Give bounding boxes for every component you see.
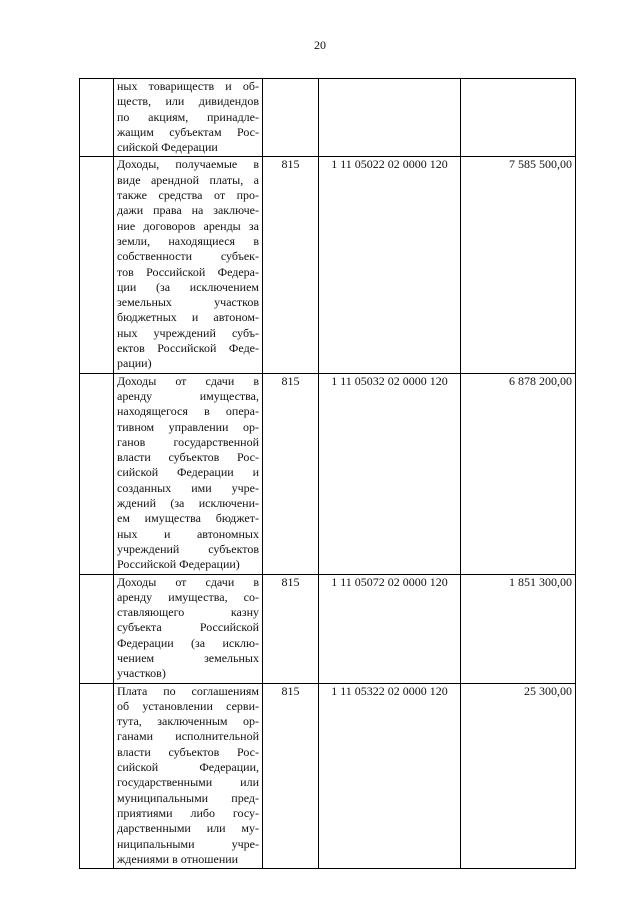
revenue-name-line: ектов Российской Феде-	[117, 341, 259, 356]
budget-classification-code-cell: 1 11 05322 02 0000 120	[319, 683, 461, 869]
administrator-code-cell: 815	[263, 373, 319, 574]
row-number-cell	[80, 79, 114, 157]
revenue-name-line: аренду имущества, со-	[117, 589, 259, 604]
table-row	[80, 683, 576, 869]
revenue-name-line: тута, заключенным ор-	[117, 714, 259, 729]
revenue-name-line: чением земельных	[117, 650, 259, 665]
revenue-name-line: ем имущества бюджет-	[117, 511, 259, 526]
revenue-name-line: ции (за исключением	[117, 279, 259, 294]
revenue-name-line: об установлении серви-	[117, 698, 259, 713]
page-number: 20	[314, 38, 326, 52]
revenue-name-line: ных учреждений субъ-	[117, 325, 259, 340]
revenue-name-line: ных и автономных	[117, 526, 259, 541]
table-row	[80, 373, 576, 574]
revenue-name-line: также средства от про-	[117, 188, 259, 203]
revenue-name-line: субъекта Российской	[117, 620, 259, 635]
amount-cell	[461, 79, 576, 157]
table-row	[80, 574, 576, 683]
row-number-cell	[80, 373, 114, 574]
amount-cell: 7 585 500,00	[461, 157, 576, 373]
revenue-name-cell	[114, 683, 263, 869]
row-number-cell	[80, 683, 114, 869]
revenue-name-line: тов Российской Федера-	[117, 264, 259, 279]
revenue-name-line: дарственными или му-	[117, 821, 259, 836]
revenue-name-line: дажи права на заключе-	[117, 203, 259, 218]
revenue-name-line: государственными или	[117, 775, 259, 790]
revenue-name-cell	[114, 574, 263, 683]
revenue-name-cell	[114, 157, 263, 373]
table-body	[80, 79, 576, 869]
amount-cell: 1 851 300,00	[461, 574, 576, 683]
revenue-name-line: приятиями либо госу-	[117, 805, 259, 820]
budget-classification-code-cell	[319, 79, 461, 157]
revenue-name-line: сийской Федерации и	[117, 465, 259, 480]
revenue-name-line: земли, находящиеся в	[117, 233, 259, 248]
amount-cell: 25 300,00	[461, 683, 576, 869]
revenue-name-line: тивном управлении ор-	[117, 419, 259, 434]
table-row	[80, 79, 576, 157]
revenue-name-line: бюджетных и автоном-	[117, 310, 259, 325]
revenue-name-line: ждениями в отношении	[117, 851, 239, 866]
revenue-name-line: сийской Федерации,	[117, 760, 259, 775]
row-number-cell	[80, 574, 114, 683]
table-row	[80, 157, 576, 373]
revenue-name-line: виде арендной платы, а	[117, 172, 259, 187]
budget-classification-code-cell: 1 11 05022 02 0000 120	[319, 157, 461, 373]
revenue-name-line: ных товариществ и об-	[117, 79, 259, 93]
revenue-name-line: Доходы от сдачи в	[117, 574, 259, 589]
revenue-name-line: муниципальными пред-	[117, 790, 259, 805]
revenue-name-line: созданных ими учре-	[117, 480, 259, 495]
revenue-name-line: сийской Федерации	[117, 140, 218, 155]
administrator-code-cell: 815	[263, 157, 319, 373]
revenue-name-line: жащим субъектам Рос-	[117, 124, 259, 139]
revenue-name-line: рации)	[117, 356, 152, 371]
revenue-name-line: учреждений субъектов	[117, 541, 259, 556]
revenue-name-line: власти субъектов Рос-	[117, 744, 259, 759]
revenue-name-line: ниципальными учре-	[117, 836, 259, 851]
revenue-name-cell	[114, 373, 263, 574]
revenue-name-cell	[114, 79, 263, 157]
revenue-name-line: находящегося в опера-	[117, 404, 259, 419]
revenue-name-line: Доходы от сдачи в	[117, 373, 259, 388]
administrator-code-cell	[263, 79, 319, 157]
revenue-name-line: власти субъектов Рос-	[117, 450, 259, 465]
revenue-name-line: ганами исполнительной	[117, 729, 259, 744]
revenue-name-line: участков)	[117, 666, 166, 681]
revenue-name-line: ждений (за исключени-	[117, 496, 259, 511]
revenue-name-line: Плата по соглашениям	[117, 683, 259, 698]
revenue-name-line: собственности субъек-	[117, 249, 259, 264]
revenue-name-line: Федерации (за исклю-	[117, 635, 259, 650]
revenue-name-line: аренду имущества,	[117, 388, 259, 403]
administrator-code-cell: 815	[263, 683, 319, 869]
revenue-name-line: по акциям, принадле-	[117, 109, 259, 124]
revenue-name-line: земельных участков	[117, 295, 259, 310]
revenue-name-line: ществ, или дивидендов	[117, 94, 259, 109]
revenue-name-line: ние договоров аренды за	[117, 218, 259, 233]
amount-cell: 6 878 200,00	[461, 373, 576, 574]
administrator-code-cell: 815	[263, 574, 319, 683]
budget-classification-code-cell: 1 11 05072 02 0000 120	[319, 574, 461, 683]
row-number-cell	[80, 157, 114, 373]
revenue-name-line: Доходы, получаемые в	[117, 157, 259, 172]
revenue-table	[79, 78, 576, 869]
revenue-name-line: Российской Федерации)	[117, 557, 240, 572]
revenue-name-line: ганов государственной	[117, 434, 259, 449]
budget-classification-code-cell: 1 11 05032 02 0000 120	[319, 373, 461, 574]
revenue-name-line: ставляющего казну	[117, 605, 259, 620]
